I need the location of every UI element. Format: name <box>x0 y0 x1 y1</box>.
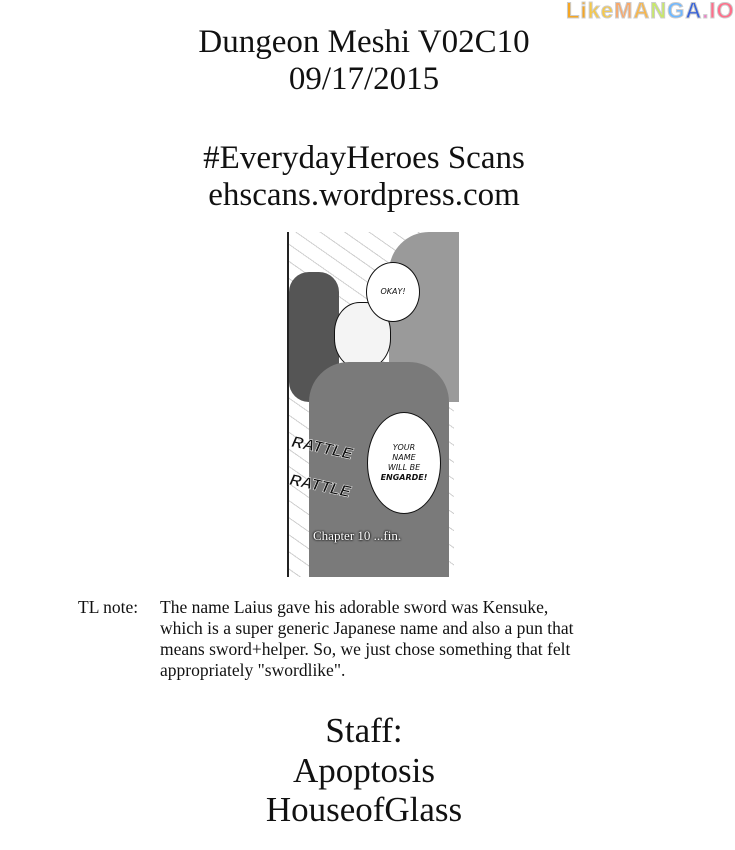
watermark-letter: O <box>716 0 735 23</box>
speech-bubble <box>367 412 441 514</box>
scan-group-name: #EverydayHeroes Scans <box>203 140 525 176</box>
bubble-line: YOUR <box>392 443 416 452</box>
watermark-letter: I <box>709 0 717 23</box>
bubble-line: NAME <box>392 453 416 462</box>
sound-effect: RATTLE <box>288 471 353 502</box>
watermark-letter: e <box>600 0 615 23</box>
staff-heading: Staff: <box>325 711 403 750</box>
watermark-letter: k <box>587 0 601 23</box>
bubble-line: ENGARDE! <box>380 473 428 482</box>
bubble-line: WILL BE <box>387 463 421 472</box>
tl-note-line: which is a super generic Japanese name and also a pun that <box>160 618 574 638</box>
watermark-letter: A <box>633 0 651 23</box>
watermark-logo <box>566 0 735 22</box>
manga-panel-image <box>287 232 454 577</box>
tl-note-line: The name Laius gave his adorable sword was Kensuke, <box>160 597 549 617</box>
watermark-letter: N <box>650 0 668 23</box>
watermark-letter: M <box>614 0 634 23</box>
watermark-letter: G <box>667 0 686 23</box>
watermark-letter: . <box>702 0 710 23</box>
scan-group-website: ehscans.wordpress.com <box>208 177 520 213</box>
tl-note-line: means sword+helper. So, we just chose something that felt <box>160 639 571 659</box>
watermark-letter: L <box>566 0 581 23</box>
speech-bubble: OKAY! <box>366 262 420 322</box>
watermark-letter: i <box>580 0 588 23</box>
watermark-letter: A <box>685 0 703 23</box>
chapter-title: Dungeon Meshi V02C10 <box>198 24 530 60</box>
tl-note-label: TL note: <box>78 597 139 617</box>
staff-member: HouseofGlass <box>265 790 463 829</box>
sound-effect: RATTLE <box>290 433 355 464</box>
staff-member: Apoptosis <box>293 751 435 790</box>
release-date: 09/17/2015 <box>288 61 440 97</box>
tl-note-text <box>160 597 574 681</box>
tl-note-line: appropriately "swordlike". <box>160 660 346 680</box>
panel-caption: Chapter 10 ...fin. <box>313 528 402 543</box>
